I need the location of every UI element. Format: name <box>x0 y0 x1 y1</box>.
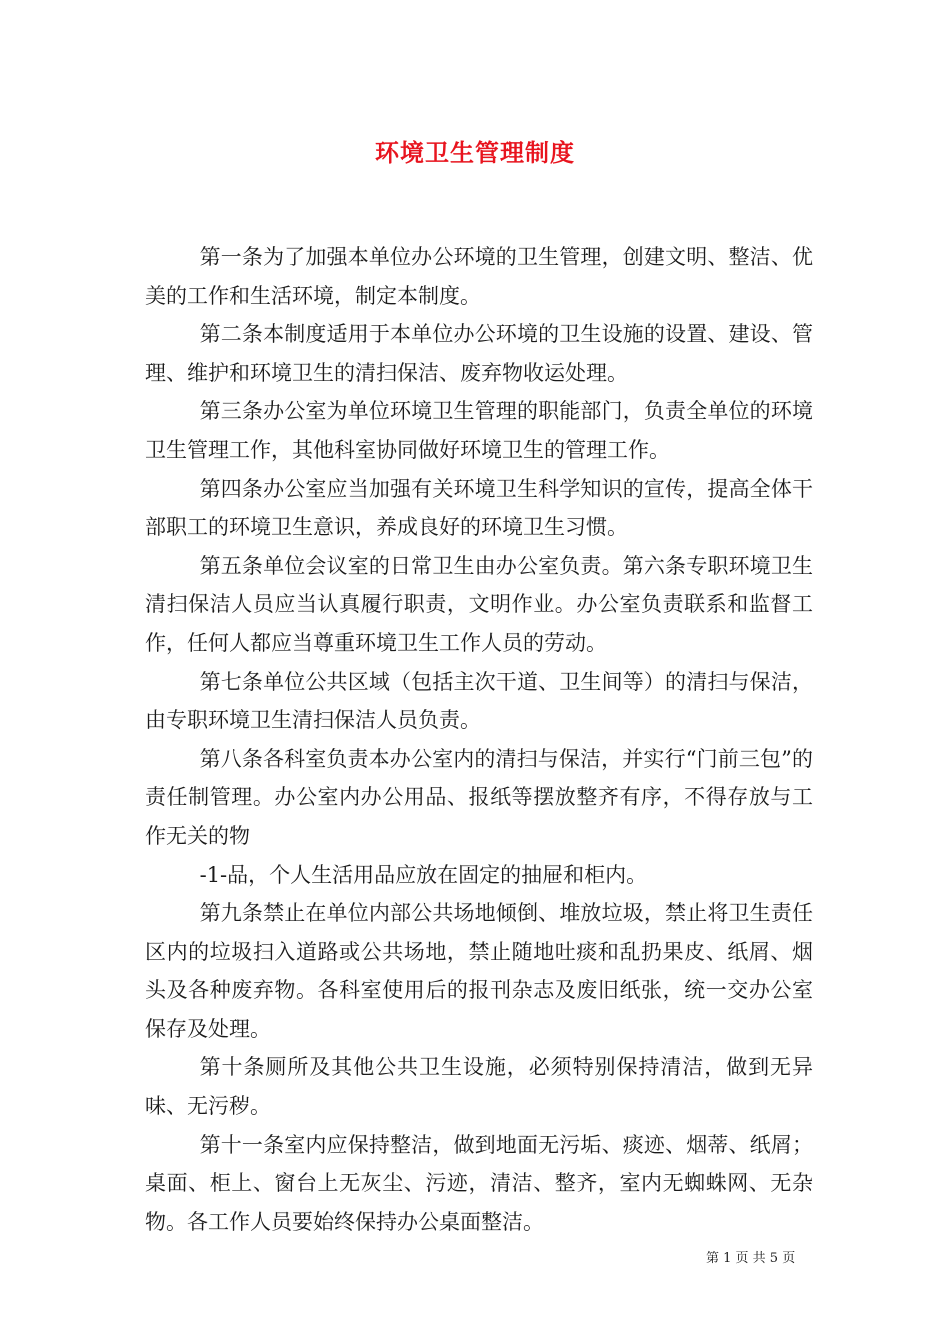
paragraph-article-10: 第十条厕所及其他公共卫生设施，必须特别保持清洁，做到无异味、无污秽。 <box>145 1055 813 1119</box>
page-number-footer: 第 1 页 共 5 页 <box>706 1251 796 1266</box>
paragraph-article-8: 第八条各科室负责本办公室内的清扫与保洁，并实行“门前三包”的责任制管理。办公室内办公用品、报纸等摆放整齐有序，不得存放与工作无关的物 <box>145 746 813 848</box>
paragraph-article-11: 第十一条室内应保持整洁，做到地面无污垢、痰迹、烟蒂、纸屑；桌面、柜上、窗台上无灰尘、污迹，清洁、整齐，室内无蜘蛛网、无杂物。各工作人员要始终保持办公桌面整洁。 <box>145 1132 813 1234</box>
document-body <box>145 238 813 1241</box>
paragraph-article-3: 第三条办公室为单位环境卫生管理的职能部门，负责全单位的环境卫生管理工作，其他科室协同做好环境卫生的管理工作。 <box>145 399 813 462</box>
paragraph-article-4: 第四条办公室应当加强有关环境卫生科学知识的宣传，提高全体干部职工的环境卫生意识，养成良好的环境卫生习惯。 <box>145 476 813 540</box>
paragraph-article-8-continued: -1-品，个人生活用品应放在固定的抽屉和柜内。 <box>199 862 648 887</box>
paragraph-article-2: 第二条本制度适用于本单位办公环境的卫生设施的设置、建设、管理、维护和环境卫生的清扫保洁、废弃物收运处理。 <box>145 322 813 385</box>
document-title: 环境卫生管理制度 <box>375 138 575 167</box>
paragraph-article-9: 第九条禁止在单位内部公共场地倾倒、堆放垃圾，禁止将卫生责任区内的垃圾扫入道路或公共场地，禁止随地吐痰和乱扔果皮、纸屑、烟头及各种废弃物。各科室使用后的报刊杂志及废旧纸张，统一交办公室保存及处理。 <box>145 901 813 1041</box>
paragraph-article-7: 第七条单位公共区域（包括主次干道、卫生间等）的清扫与保洁，由专职环境卫生清扫保洁人员负责。 <box>145 669 813 733</box>
paragraph-article-1: 第一条为了加强本单位办公环境的卫生管理，创建文明、整洁、优美的工作和生活环境，制定本制度。 <box>145 245 813 308</box>
paragraph-article-5-6: 第五条单位会议室的日常卫生由办公室负责。第六条专职环境卫生清扫保洁人员应当认真履行职责，文明作业。办公室负责联系和监督工作，任何人都应当尊重环境卫生工作人员的劳动。 <box>145 553 813 655</box>
